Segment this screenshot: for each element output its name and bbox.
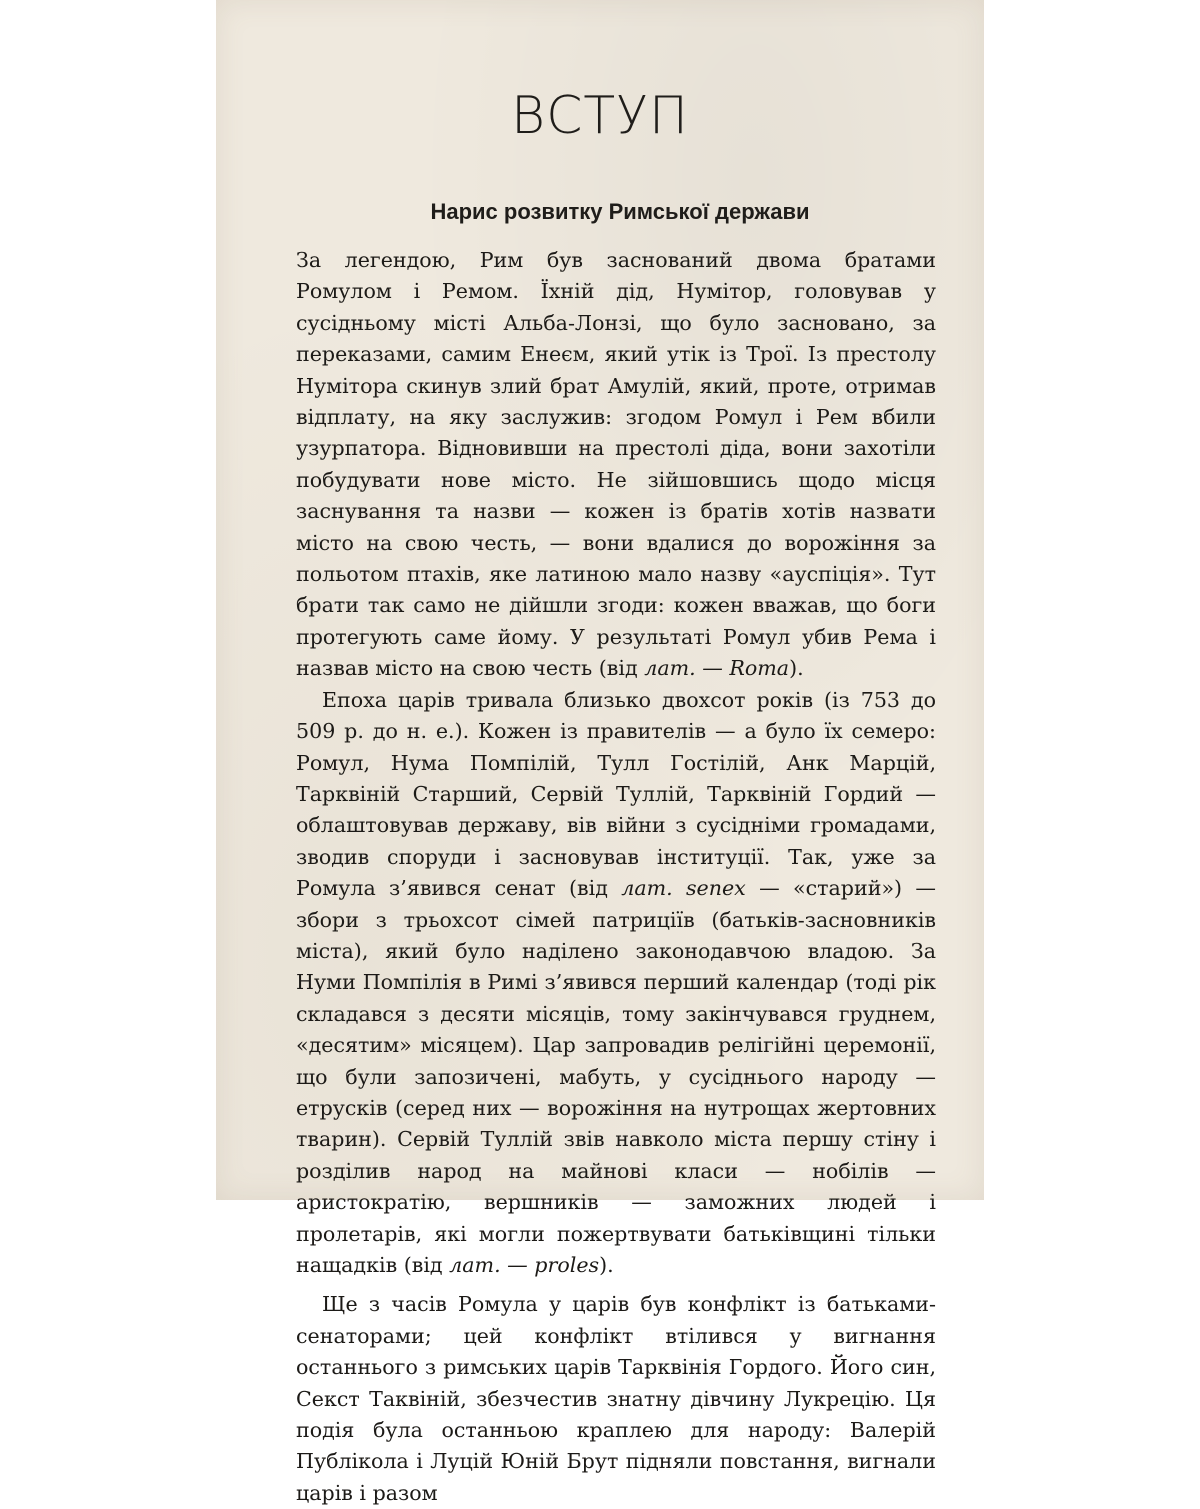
paragraph-text: ).	[789, 656, 804, 681]
body-text	[296, 245, 936, 1509]
paragraph-text: Ще з часів Ромула у царів був конфлікт із батьками-сенаторами; цей конфлікт втілився у вигнання останнього з римських царів Тарквінія Гордого. Його син, Секст Таквіній, збезчестив знатну дівчину Лукрецію. Ця подія була останньою краплею для народу: Валерій Публікола і Луцій Юній Брут підняли повстання, вигнали царів і разом	[296, 1292, 936, 1505]
paragraph-text: — «старий») — збори з трьохсот сімей патриціїв (батьків-засновників міста), який було наділено законодавчою владою. За Нуми Помпілія в Римі з’явився перший календар (тоді рік складався з десяти місяців, тому закінчувався груднем, «десятим» місяцем). Цар запровадив релігійні церемонії, що були запозичені, мабуть, у сусіднього народу — етрусків (серед них — ворожіння на нутрощах жертовних тварин). Сервій Туллій звів навколо міста першу стіну і розділив народ на майнові класи — нобілів — аристократію, вершників — заможних людей і пролетарів, які могли пожертвувати батьківщині тільки нащадків (від	[296, 876, 936, 1277]
latin-term: лат. senex	[621, 876, 746, 901]
latin-term: лат. — proles	[449, 1253, 600, 1277]
page-title: ВСТУП	[511, 86, 689, 146]
paragraph-text: ).	[599, 1253, 614, 1277]
paragraph-text: Епоха царів тривала близько двохсот років (із 753 до 509 р. до н. е.). Кожен із правителів — а було їх семеро: Ромул, Нума Помпілій, Тулл Гостілій, Анк Марцій, Тарквіній Старший, Сервій Туллій, Тарквіній Гордий — облаштовував державу, вів війни з сусідніми громадами, зводив споруди і засновував інституції. Так, уже за Ромула з’явився сенат (від	[296, 687, 936, 901]
book-page	[216, 0, 984, 1505]
paragraph-3	[296, 1289, 936, 1509]
latin-term: лат. — Roma	[644, 656, 790, 681]
paragraph-1	[296, 245, 936, 685]
paragraph-2	[296, 685, 936, 1282]
paragraph-text: За легендою, Рим був заснований двома братами Ромулом і Ремом. Їхній дід, Нумітор, головував у сусідньому місті Альба-Лонзі, що було засновано, за переказами, самим Енеєм, який утік із Трої. Із престолу Нумітора скинув злий брат Амулій, який, проте, отримав відплату, на яку заслужив: згодом Ромул і Рем вбили узурпатора. Відновивши на престолі діда, вони захотіли побудувати нове місто. Не зійшовшись щодо місця заснування та назви — кожен із братів хотів назвати місто на свою честь, — вони вдалися до ворожіння за польотом птахів, яке латиною мало назву «ауспіція». Тут брати так само не дійшли згоди: кожен вважав, що боги протегують саме йому. У результаті Ромул убив Рема і назвав місто на свою честь (від	[296, 248, 936, 681]
page-subtitle: Нарис розвитку Римської держави	[430, 199, 810, 224]
